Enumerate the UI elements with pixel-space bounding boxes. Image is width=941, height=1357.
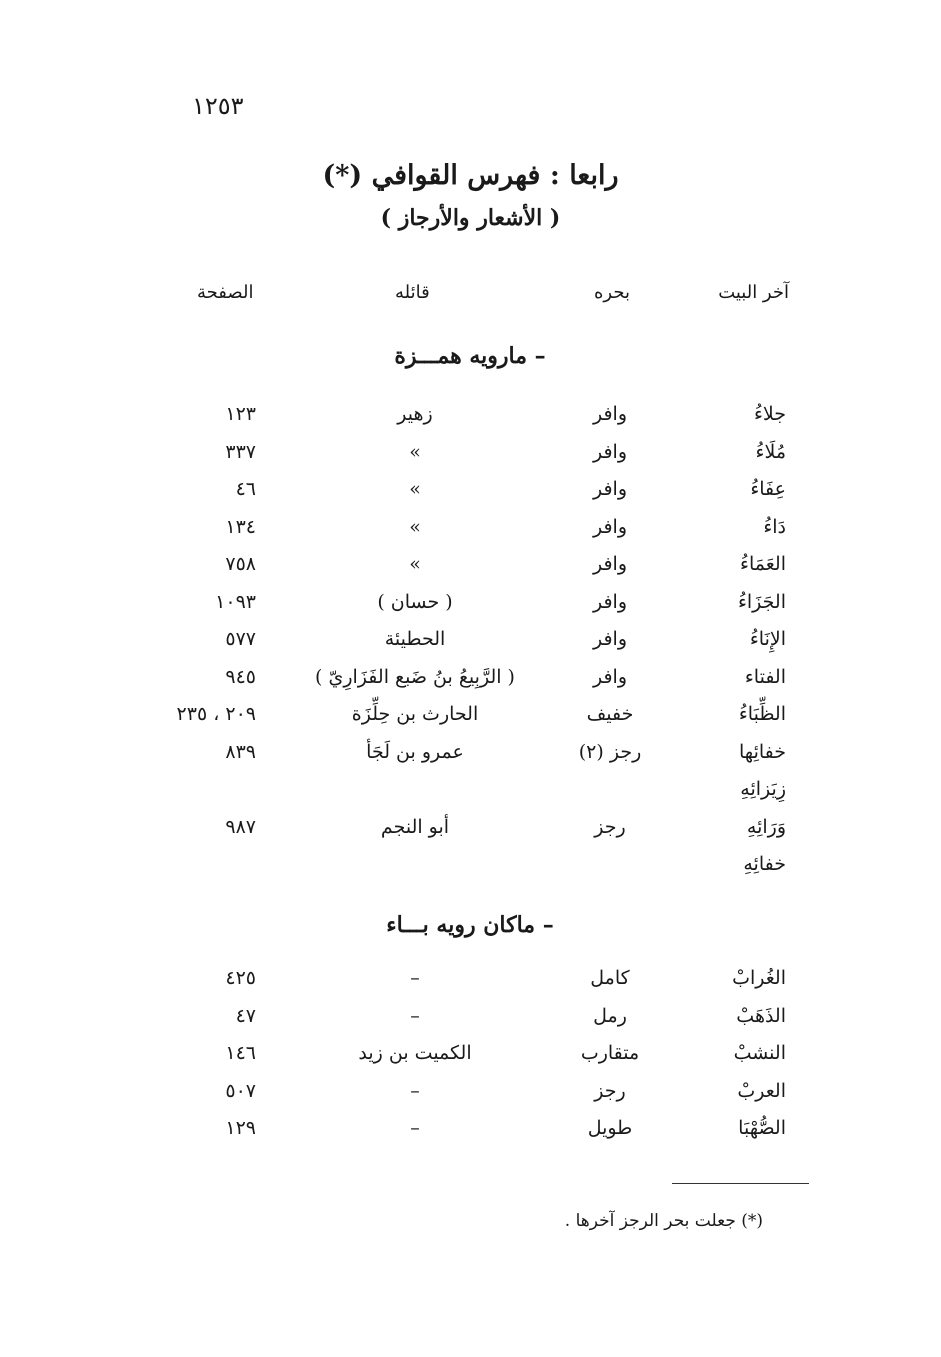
table-row xyxy=(0,853,941,889)
meter-cell: وافر xyxy=(592,590,628,613)
page-ref-cell: ٩٤٥ xyxy=(225,665,256,688)
meter-cell: وافر xyxy=(592,628,628,650)
page-ref-cell: ١٢٣ xyxy=(225,403,256,425)
verse-end-cell: الغُرابْ xyxy=(732,967,786,989)
meter-cell: طويل xyxy=(587,1117,633,1139)
header-poet: قائله xyxy=(395,282,430,303)
poet-cell: – xyxy=(410,967,420,989)
verse-end-cell: الفتاء xyxy=(744,665,786,688)
table-row xyxy=(0,741,941,777)
page-number: ١٢٥٣ xyxy=(192,92,244,120)
page-ref-cell: ٤٦ xyxy=(235,478,256,500)
page-subtitle: ( الأشعار والأرجاز ) xyxy=(380,205,561,231)
footnote-divider xyxy=(672,1183,809,1184)
verse-end-cell: النشبْ xyxy=(733,1042,786,1064)
footnote: (*) جعلت بحر الرجز آخرها . xyxy=(564,1211,763,1231)
verse-end-cell: الصُّهْبَا xyxy=(738,1117,786,1139)
page-ref-cell: ١٢٩ xyxy=(225,1117,256,1139)
verse-end-cell: الإِنَاءُ xyxy=(749,628,786,650)
page-ref-cell: ١٣٤ xyxy=(225,515,256,538)
meter-cell: كامل xyxy=(590,967,630,989)
section-title-hamza: – مارويه همـــزة xyxy=(394,343,546,369)
meter-cell: وافر xyxy=(592,440,628,463)
table-row xyxy=(0,666,941,702)
header-page: الصفحة xyxy=(197,282,254,303)
meter-cell: خفيف xyxy=(586,703,634,725)
meter-cell: وافر xyxy=(592,403,628,425)
poet-cell: الحارث بن حِلِّزَة xyxy=(351,703,479,725)
table-row xyxy=(0,516,941,552)
meter-cell: وافر xyxy=(592,665,628,688)
verse-end-cell: الظِّبَاءُ xyxy=(738,703,786,725)
table-row xyxy=(0,591,941,627)
table-row xyxy=(0,478,941,514)
poet-cell: زهير xyxy=(397,403,433,425)
page-ref-cell: ٩٨٧ xyxy=(225,815,256,838)
table-row xyxy=(0,403,941,439)
meter-cell: متقارب xyxy=(580,1042,640,1064)
table-row xyxy=(0,1005,941,1041)
poet-cell: ( حسان ) xyxy=(377,590,453,613)
verse-end-cell: العَمَاءُ xyxy=(740,553,786,575)
verse-end-cell: وَرَائِهِ xyxy=(746,815,786,838)
page-ref-cell: ٤٢٥ xyxy=(225,967,256,989)
verse-end-cell: جلاءُ xyxy=(753,403,786,425)
page-ref-cell: ٤٧ xyxy=(235,1004,256,1027)
verse-end-cell: الذَهَبْ xyxy=(736,1004,786,1027)
table-row xyxy=(0,553,941,589)
page-ref-cell: ١٠٩٣ xyxy=(215,590,256,613)
poet-cell: » xyxy=(409,515,421,538)
table-row xyxy=(0,816,941,852)
meter-cell: رجز (٢) xyxy=(578,740,642,763)
meter-cell: وافر xyxy=(592,478,628,500)
verse-end-cell: دَاءُ xyxy=(763,515,786,538)
verse-end-cell: العربْ xyxy=(737,1079,786,1102)
meter-cell: رجز xyxy=(594,815,626,838)
table-row xyxy=(0,967,941,1003)
table-row xyxy=(0,1080,941,1116)
poet-cell: الحطيئة xyxy=(384,628,446,650)
page-ref-cell: ٣٣٧ xyxy=(225,440,256,463)
poet-cell: أبو النجم xyxy=(380,815,450,838)
verse-end-cell: زِيَزائِهِ xyxy=(740,778,786,800)
meter-cell: رمل xyxy=(593,1004,627,1027)
meter-cell: رجز xyxy=(594,1079,626,1102)
poet-cell: » xyxy=(409,553,421,575)
verse-end-cell: عِفَاءُ xyxy=(750,478,786,500)
poet-cell: – xyxy=(410,1079,420,1102)
poet-cell: – xyxy=(410,1004,420,1027)
page-ref-cell: ٨٣٩ xyxy=(225,740,256,763)
poet-cell: الكميت بن زيد xyxy=(358,1042,472,1064)
verse-end-cell: خفائِها xyxy=(739,740,786,763)
page-ref-cell: ١٤٦ xyxy=(225,1042,256,1064)
page-ref-cell: ٥٧٧ xyxy=(225,628,256,650)
table-row xyxy=(0,1117,941,1153)
page-ref-cell: ٧٥٨ xyxy=(225,553,256,575)
poet-cell: عمرو بن لَجَأ xyxy=(366,740,464,763)
header-meter: بحره xyxy=(594,282,630,303)
meter-cell: وافر xyxy=(592,553,628,575)
page-ref-cell: ٢٠٩ ، ٢٣٥ xyxy=(176,703,256,725)
table-row xyxy=(0,778,941,814)
verse-end-cell: الجَزَاءُ xyxy=(737,590,786,613)
table-row xyxy=(0,703,941,739)
poet-cell: » xyxy=(409,440,421,463)
verse-end-cell: خفائِهِ xyxy=(743,853,786,875)
table-row xyxy=(0,1042,941,1078)
section-title-baa: – ماكان رويه بـــاء xyxy=(386,912,554,938)
table-row xyxy=(0,441,941,477)
page-ref-cell: ٥٠٧ xyxy=(225,1079,256,1102)
poet-cell: ( الرَّبِيعُ بنُ ضَبع الفَزَارِيّ ) xyxy=(315,665,515,688)
poet-cell: – xyxy=(410,1117,420,1139)
poet-cell: » xyxy=(409,478,421,500)
page-title: رابعا : فهرس القوافي (*) xyxy=(322,160,619,191)
verse-end-cell: مُلَاءُ xyxy=(755,440,786,463)
meter-cell: وافر xyxy=(592,515,628,538)
table-row xyxy=(0,628,941,664)
header-verse-end: آخر البيت xyxy=(718,282,789,303)
